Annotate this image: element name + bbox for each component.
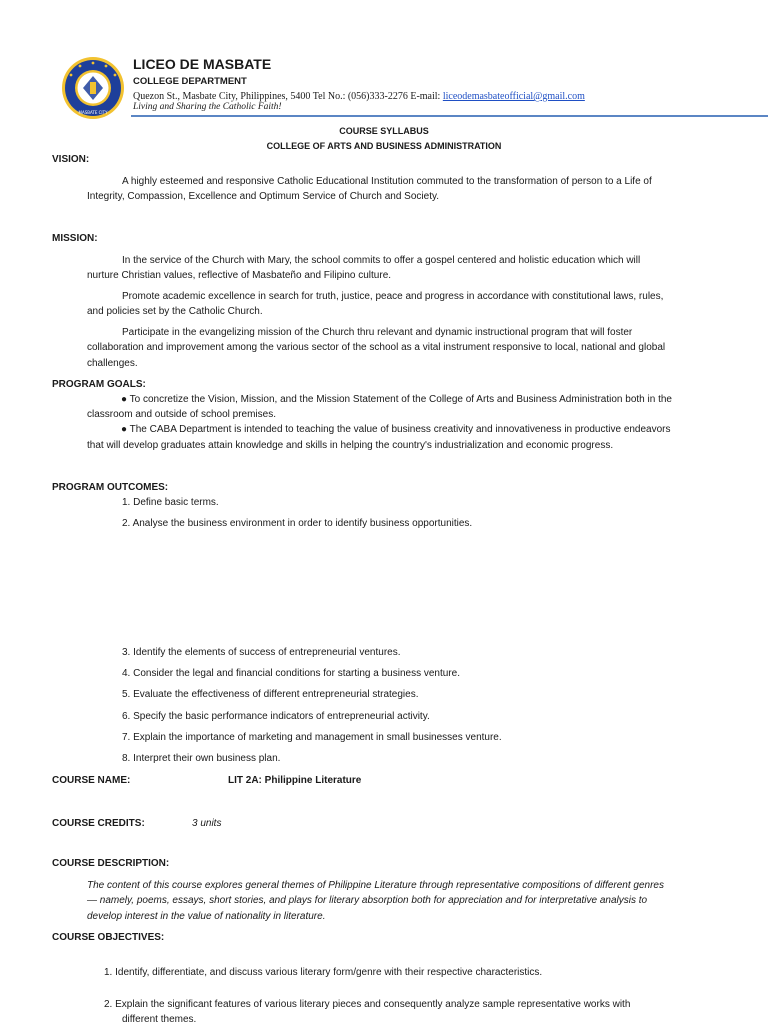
email-link[interactable]: liceodemasbateofficial@gmail.com	[442, 91, 585, 102]
mission-p1-line-1: In the service of the Church with Mary, the school commits to offer a gospel centered and holistic education which will	[122, 255, 641, 266]
program-goals-heading: PROGRAM GOALS:	[52, 379, 146, 390]
vision-line-2: Integrity, Compassion, Excellence and Optimum Service of Church and Society.	[87, 191, 440, 202]
department-label: COLLEGE DEPARTMENT	[133, 76, 247, 87]
description-line-1: The content of this course explores general themes of Philippine Literature through representative compositions of different genres	[87, 880, 664, 891]
course-objectives-label: COURSE OBJECTIVES:	[52, 932, 165, 943]
svg-text:MASBATE CITY: MASBATE CITY	[78, 110, 108, 115]
course-credits-label: COURSE CREDITS:	[52, 818, 145, 829]
goal-1-line-1: ● To concretize the Vision, Mission, and the Mission Statement of the College of Arts and Business Administration both in the	[121, 394, 672, 405]
course-name-label: COURSE NAME:	[52, 775, 131, 786]
outcome-item: 3. Identify the elements of success of entrepreneurial ventures.	[122, 647, 401, 658]
outcome-item: 8. Interpret their own business plan.	[122, 753, 281, 764]
mission-p3-line-1: Participate in the evangelizing mission of the Church thru relevant and dynamic instructional program that will foster	[122, 327, 633, 338]
vision-heading: VISION:	[52, 154, 90, 165]
program-outcomes-heading: PROGRAM OUTCOMES:	[52, 482, 169, 493]
course-syllabus-title: COURSE SYLLABUS	[339, 126, 429, 136]
address-text: Quezon St., Masbate City, Philippines, 5400 Tel No.: (056)333-2276 E-mail:	[133, 91, 443, 102]
mission-p2-line-1: Promote academic excellence in search for truth, justice, peace and progress in accordance with constitutional laws, rules,	[122, 291, 664, 302]
header-divider	[131, 115, 768, 117]
course-description-label: COURSE DESCRIPTION:	[52, 858, 170, 869]
mission-p3-line-2: collaboration and improvement among the various sector of the school as a vital instrument responsive to local, national and global	[87, 342, 666, 353]
goal-2-line-1: ● The CABA Department is intended to teaching the value of business creativity and innovativeness in productive endeavors	[121, 424, 671, 435]
goal-1-line-2: classroom and outside of school premises.	[87, 409, 276, 420]
outcome-item: 5. Evaluate the effectiveness of different entrepreneurial strategies.	[122, 689, 419, 700]
objective-item-line-1: 2. Explain the significant features of various literary pieces and consequently analyze sample representative works with	[104, 999, 631, 1010]
motto: Living and Sharing the Catholic Faith!	[133, 102, 282, 112]
college-title: COLLEGE OF ARTS AND BUSINESS ADMINISTRATION	[266, 141, 502, 151]
outcome-item: 7. Explain the importance of marketing and management in small businesses venture.	[122, 732, 502, 743]
vision-line-1: A highly esteemed and responsive Catholic Educational Institution commuted to the transformation of person to a Life of	[122, 176, 652, 187]
outcome-item: 6. Specify the basic performance indicators of entrepreneurial activity.	[122, 711, 430, 722]
mission-p3-line-3: challenges.	[87, 358, 138, 369]
description-line-3: develop interest in the value of nationality in literature.	[87, 911, 326, 922]
outcome-item: 2. Analyse the business environment in order to identify business opportunities.	[122, 518, 473, 529]
mission-heading: MISSION:	[52, 233, 98, 244]
goal-2-line-2: that will develop graduates attain knowledge and skills in helping the country's industrialization and economic progress.	[87, 440, 614, 451]
objective-item-line-2: different themes.	[122, 1014, 197, 1024]
course-name-value: LIT 2A: Philippine Literature	[228, 775, 362, 786]
school-seal-logo	[61, 56, 125, 120]
school-name: LICEO DE MASBATE	[133, 56, 272, 72]
outcome-item: 4. Consider the legal and financial conditions for starting a business venture.	[122, 668, 460, 679]
course-credits-value: 3 units	[192, 818, 222, 829]
description-line-2: — namely, poems, essays, short stories, and plays for literary absorption both for appreciation and for interpretative analysis to	[87, 895, 648, 906]
outcome-item: 1. Define basic terms.	[122, 497, 219, 508]
objective-item: 1. Identify, differentiate, and discuss various literary form/genre with their respective characteristics.	[104, 967, 543, 978]
mission-p1-line-2: nurture Christian values, reflective of Masbateño and Filipino culture.	[87, 270, 392, 281]
mission-p2-line-2: and policies set by the Catholic Church.	[87, 306, 263, 317]
